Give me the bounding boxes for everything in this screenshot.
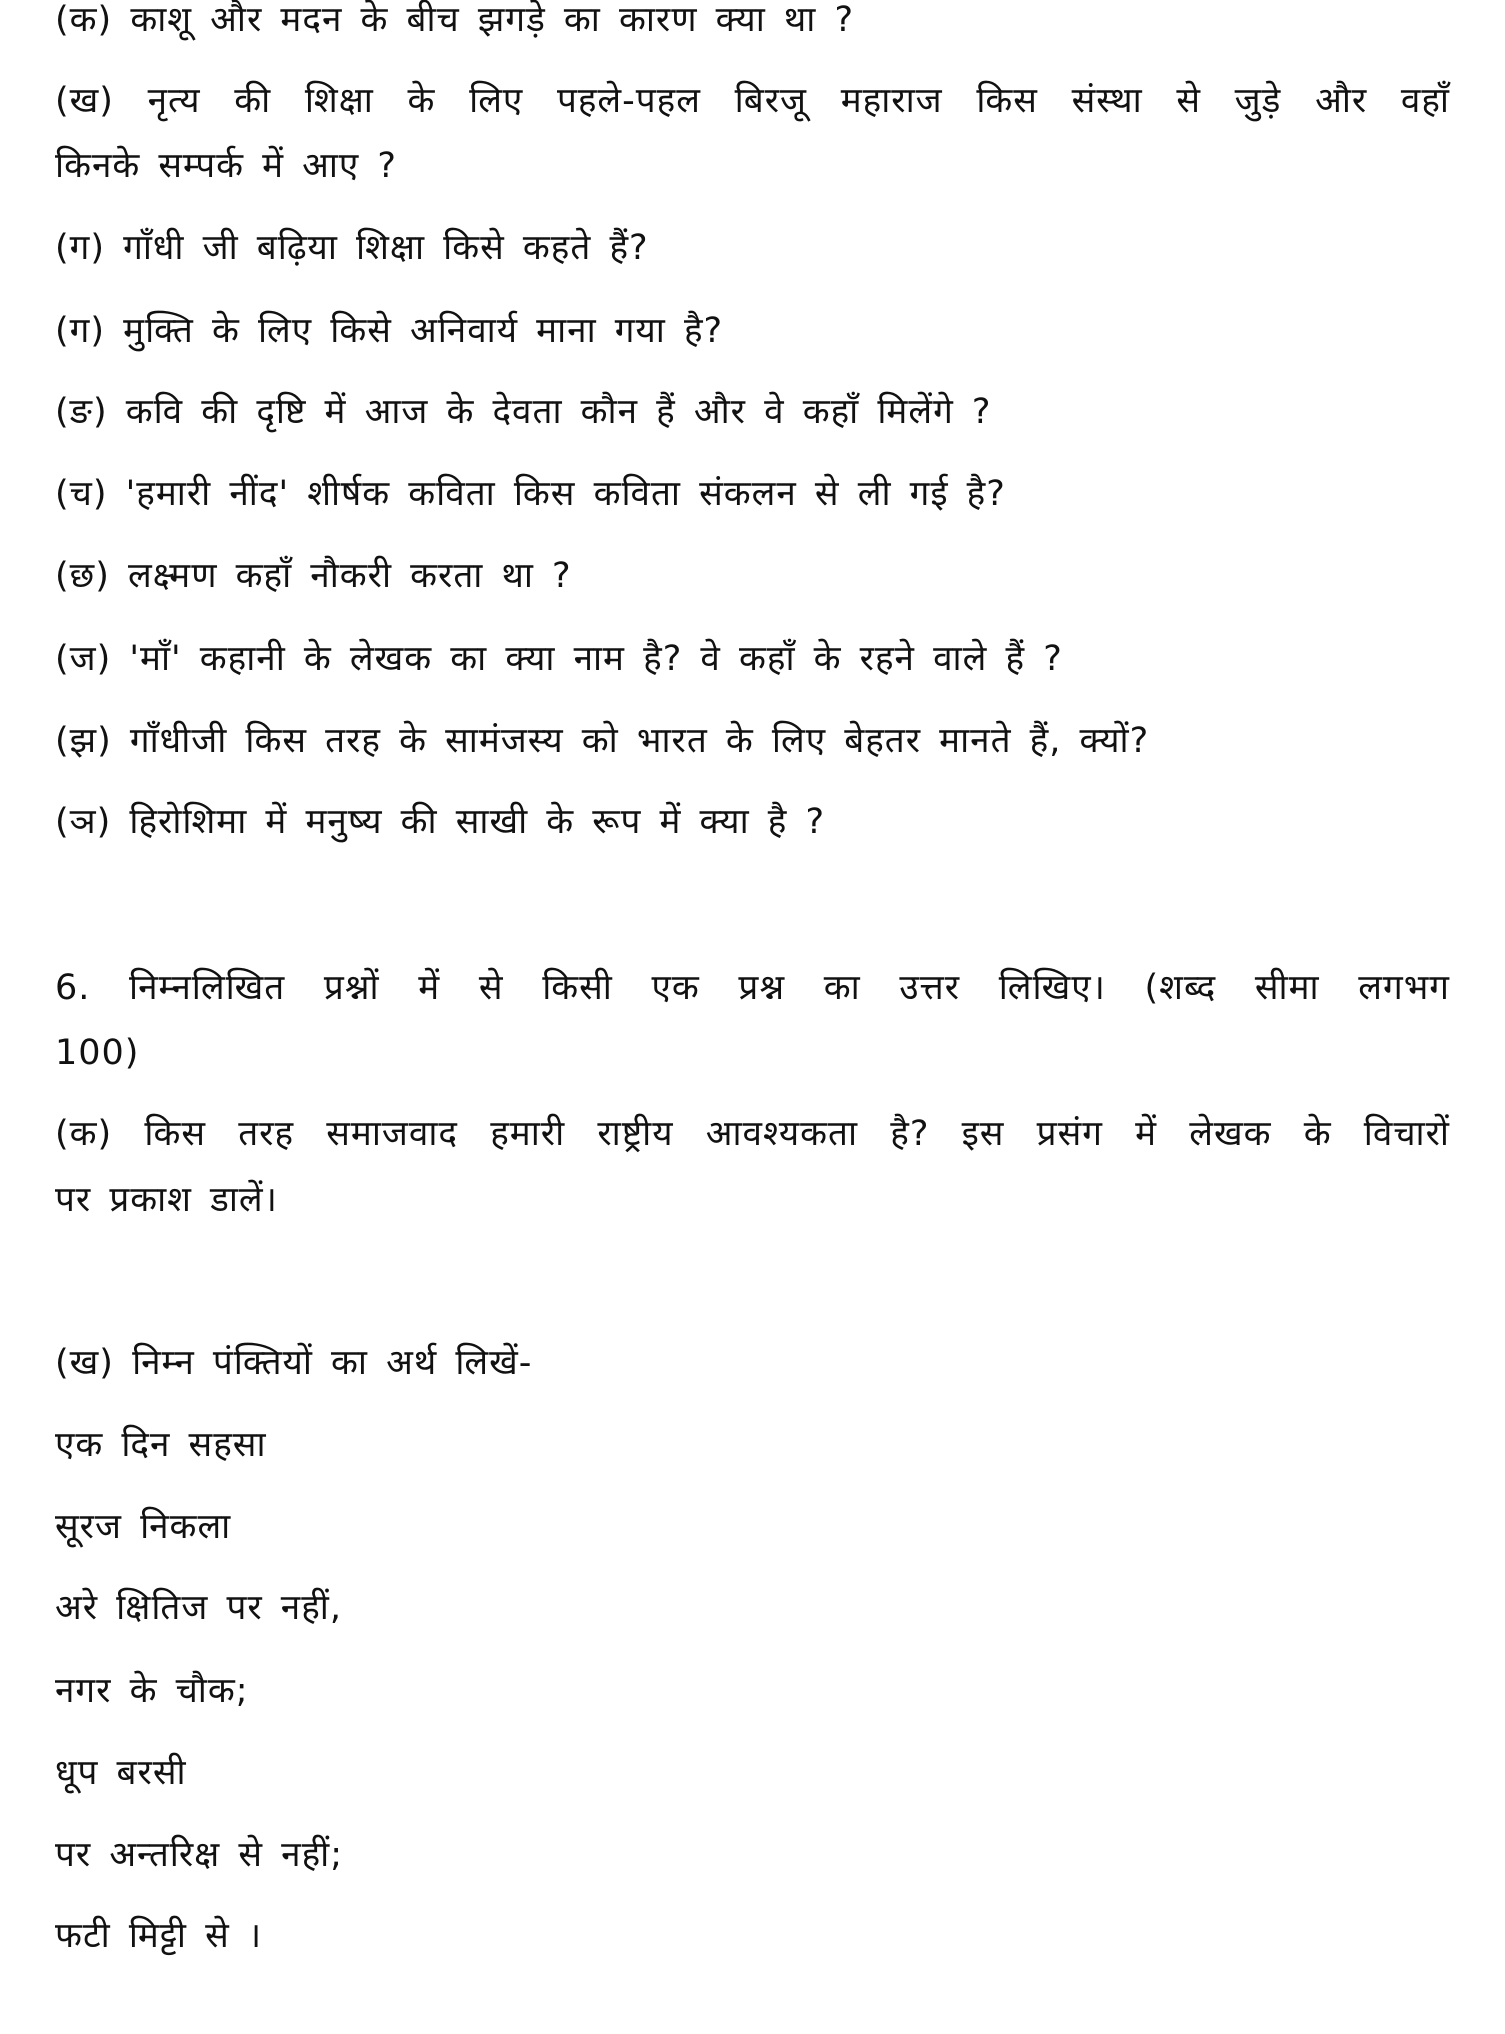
question-ga-1: (ग) गाँधी जी बढ़िया शिक्षा किसे कहते हैं? xyxy=(55,228,649,268)
question-6-part-b-heading: (ख) निम्न पंक्तियों का अर्थ लिखें- xyxy=(55,1343,533,1383)
question-chha: (छ) लक्ष्मण कहाँ नौकरी करता था ? xyxy=(55,556,572,596)
question-jha: (झ) गाँधीजी किस तरह के सामंजस्य को भारत के लिए बेहतर मानते हैं, क्यों? xyxy=(55,721,1150,761)
question-6-heading-line-2: 100) xyxy=(55,1033,140,1073)
poem-line: एक दिन सहसा xyxy=(55,1425,267,1465)
question-6-part-a-line-2: पर प्रकाश डालें। xyxy=(55,1180,278,1220)
poem-line: सूरज निकला xyxy=(55,1507,232,1547)
poem-line: धूप बरसी xyxy=(55,1753,187,1793)
poem-line: फटी मिट्टी से । xyxy=(55,1916,263,1956)
question-nya: (ञ) हिरोशिमा में मनुष्य की साखी के रूप में क्या है ? xyxy=(55,802,826,842)
question-kha-line-1: (ख) नृत्य की शिक्षा के लिए पहले-पहल बिरजू महाराज किस संस्था से जुड़े और वहाँ xyxy=(55,81,1450,121)
question-kha-line-2: किनके सम्पर्क में आए ? xyxy=(55,146,397,186)
poem-line: पर अन्तरिक्ष से नहीं; xyxy=(55,1835,344,1875)
question-6-part-a-line-1: (क) किस तरह समाजवाद हमारी राष्ट्रीय आवश्यकता है? इस प्रसंग में लेखक के विचारों xyxy=(55,1114,1450,1154)
question-ga-2: (ग) मुक्ति के लिए किसे अनिवार्य माना गया है? xyxy=(55,311,724,351)
question-nga: (ङ) कवि की दृष्टि में आज के देवता कौन हैं और वे कहाँ मिलेंगे ? xyxy=(55,392,992,432)
question-cha: (च) 'हमारी नींद' शीर्षक कविता किस कविता संकलन से ली गई है? xyxy=(55,474,1006,514)
poem-line: नगर के चौक; xyxy=(55,1671,249,1711)
question-6-heading-line-1: 6. निम्नलिखित प्रश्नों में से किसी एक प्रश्न का उत्तर लिखिए। (शब्द सीमा लगभग xyxy=(55,968,1450,1008)
question-ja: (ज) 'माँ' कहानी के लेखक का क्या नाम है? वे कहाँ के रहने वाले हैं ? xyxy=(55,639,1063,679)
poem-line: अरे क्षितिज पर नहीं, xyxy=(55,1588,342,1628)
question-ka: (क) काशू और मदन के बीच झगड़े का कारण क्या था ? xyxy=(55,0,855,40)
